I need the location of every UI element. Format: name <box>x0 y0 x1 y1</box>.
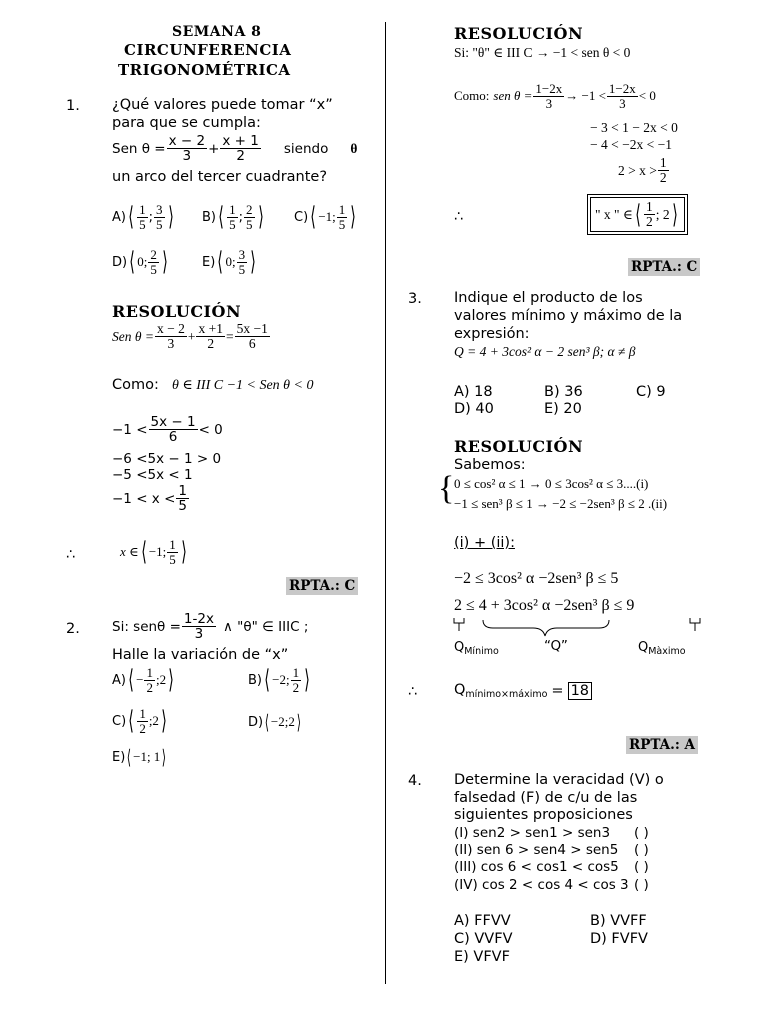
numerator: x − 2 <box>156 321 185 336</box>
right-angle-bracket: ⟩ <box>671 199 678 230</box>
left-angle-bracket: ⟨ <box>128 202 134 233</box>
option-letter: E) <box>112 749 126 765</box>
left-angle-bracket: ⟨ <box>264 710 270 734</box>
step-1 <box>112 415 223 444</box>
inequality-i: 0 ≤ cos² α ≤ 1 → 0 ≤ 3cos² α ≤ 3....(i) <box>454 476 649 491</box>
q-letter: Q <box>638 640 649 655</box>
question-3-line-1: Indique el producto de los <box>454 290 643 306</box>
option-b[interactable]: B) 36 <box>544 384 583 400</box>
option-c[interactable] <box>112 707 169 735</box>
option-a[interactable]: A) 18 <box>454 384 493 400</box>
option-value: −2; <box>272 672 290 688</box>
question-4-line-2: falsedad (F) de c/u de las <box>454 790 638 806</box>
option-value: 0; <box>137 254 148 270</box>
question-2-number: 2. <box>66 621 80 637</box>
denominator: 2 <box>207 336 215 352</box>
option-b[interactable]: B) VVFF <box>590 913 647 929</box>
fraction <box>237 248 248 276</box>
left-angle-bracket: ⟨ <box>635 199 641 230</box>
equals-sign: = <box>225 328 234 344</box>
proposition-2: (II) sen 6 > sen4 > sen5 <box>454 842 619 858</box>
option-a[interactable] <box>112 666 176 694</box>
denominator: 6 <box>248 336 256 352</box>
fraction <box>235 322 270 351</box>
numerator: 1 <box>292 665 300 680</box>
question-1-line-4: un arco del tercer cuadrante? <box>112 169 328 185</box>
question-3-line-3: expresión: <box>454 326 530 342</box>
question-1-line-2: para que se cumpla: <box>112 115 261 131</box>
right-angle-bracket: ⟩ <box>181 537 187 568</box>
step-text: < 0 <box>638 88 656 104</box>
fraction <box>137 707 148 735</box>
option-letter: D) <box>112 254 128 270</box>
fraction <box>167 538 178 566</box>
brace-icon: { <box>438 470 455 507</box>
denominator: 2 <box>146 679 153 695</box>
step-3 <box>618 156 670 185</box>
proposition-3: (III) cos 6 < cos1 < cos5 <box>454 859 619 875</box>
question-3-expression: Q = 4 + 3cos² α − 2 sen³ β; α ≠ β <box>454 344 636 359</box>
denominator: 3 <box>619 95 626 111</box>
option-c[interactable]: C) 9 <box>636 384 666 400</box>
fraction <box>644 200 655 229</box>
option-c[interactable]: C) VVFV <box>454 931 513 947</box>
conclusion-text: −1; <box>148 544 167 560</box>
fraction <box>167 134 207 163</box>
fraction <box>220 134 260 163</box>
range-result: −2 ≤ 3cos² α −2sen³ β ≤ 5 <box>454 570 619 587</box>
option-value: −1; 1 <box>133 749 161 764</box>
numerator: 1−2x <box>535 81 563 96</box>
denominator: 5 <box>338 216 346 232</box>
step-2: − 4 < −2x < −1 <box>590 137 672 152</box>
resolution-1-equation: Sen θ = $\frac{x - 2}{3}$ + $\frac{x +1}{2}$ = $\frac{5x -1}{6}$ <box>112 321 268 352</box>
question-1-line-1: ¿Qué valores puede tomar “x” <box>112 97 333 113</box>
question-4-line-3: siguientes proposiciones <box>454 807 633 823</box>
option-value: ;2 <box>148 713 159 729</box>
fraction <box>148 248 159 276</box>
left-angle-bracket: ⟨ <box>310 202 317 233</box>
answer-badge-2: RPTA.: C <box>628 258 700 276</box>
q-letter: Q <box>454 682 466 698</box>
numerator: 1 <box>659 155 667 170</box>
step-4 <box>112 484 190 513</box>
therefore-symbol: ∴ <box>66 547 76 563</box>
q-expression: 4 + 3cos² α −2sen³ β <box>478 597 610 614</box>
option-value: ;2 <box>155 672 167 688</box>
numerator: x − 2 <box>168 133 206 149</box>
left-angle-bracket: ⟨ <box>218 202 224 233</box>
left-angle-bracket: ⟨ <box>128 706 135 737</box>
step-text: −1 < x < <box>112 490 176 507</box>
resolution-3-heading: RESOLUCIÓN <box>454 437 584 456</box>
question-1-equation <box>112 134 357 163</box>
option-d[interactable]: D) FVFV <box>590 931 648 947</box>
numerator: 1 <box>229 202 236 217</box>
option-a[interactable]: A) FFVV <box>454 913 511 929</box>
denominator: 2 <box>659 170 667 186</box>
left-angle-bracket: ⟨ <box>264 665 270 696</box>
step-text: 2 > x > <box>618 162 657 178</box>
numerator: x +1 <box>198 321 223 336</box>
right-angle-bracket: ⟩ <box>296 710 301 734</box>
q-minimo-label <box>454 640 499 657</box>
option-letter: A) <box>112 209 126 225</box>
arrow-text: → −1 < <box>565 88 606 104</box>
inequality-ii: −1 ≤ sen³ β ≤ 1 → −2 ≤ −2sen³ β ≤ 2 .(ii) <box>454 496 668 511</box>
question-4-line-1: Determine la veracidad (V) o <box>454 772 664 788</box>
numerator: 5x −1 <box>236 321 268 336</box>
question-text: ∧ "θ" ∈ IIIC ; <box>222 618 309 635</box>
question-3-number: 3. <box>408 291 422 307</box>
denominator: 5 <box>150 261 157 277</box>
sum-label: (i) + (ii): <box>454 535 515 551</box>
max-value: ≤ 9 <box>613 597 635 614</box>
subscript: Mínimo <box>464 646 499 657</box>
denominator: 3 <box>194 626 204 643</box>
fraction <box>155 322 187 351</box>
option-b[interactable]: B) ⟨ $\frac{1}{5}$ ; $\frac{2}{5}$ ⟩ <box>202 202 264 233</box>
underbraces <box>450 616 710 642</box>
denominator: 5 <box>246 216 253 232</box>
option-value: − <box>136 672 144 688</box>
q-letter: Q <box>454 640 465 655</box>
numerator: 2 <box>150 247 157 262</box>
right-angle-bracket: ⟩ <box>161 706 167 737</box>
resolution-2-equation <box>454 82 656 110</box>
right-angle-bracket: ⟩ <box>250 247 256 278</box>
right-angle-bracket: ⟩ <box>257 202 264 233</box>
siendo-text: siendo <box>283 140 329 157</box>
conclusion-1 <box>120 538 189 566</box>
right-angle-bracket: ⟩ <box>304 665 310 696</box>
option-letter: B) <box>202 209 216 225</box>
equals-sign: = <box>551 683 564 699</box>
left-angle-bracket: ⟨ <box>129 247 135 278</box>
question-4-number: 4. <box>408 773 422 789</box>
option-e[interactable]: E) VFVF <box>454 949 510 965</box>
fraction <box>176 484 189 513</box>
left-angle-bracket: ⟨ <box>128 665 134 696</box>
sen-label: sen θ = <box>493 88 533 104</box>
conclusion-text: x ∈ <box>120 544 139 560</box>
denominator: 6 <box>168 429 178 446</box>
option-value: 0; <box>225 254 236 270</box>
numerator: 1 <box>139 202 146 217</box>
option-value: −2;2 <box>270 714 295 729</box>
plus-sign: + <box>208 140 220 157</box>
q-label: “Q” <box>544 638 568 654</box>
conclusion-text: ; 2 <box>655 206 670 222</box>
left-angle-bracket: ⟨ <box>140 537 147 568</box>
fraction <box>607 82 638 110</box>
left-angle-bracket: ⟨ <box>127 745 132 769</box>
numerator: 1 <box>146 665 153 680</box>
option-d[interactable] <box>112 248 170 276</box>
product-result <box>454 682 592 700</box>
option-letter: E) <box>202 254 216 270</box>
fraction <box>658 156 669 185</box>
resolution-2-heading: RESOLUCIÓN <box>454 24 584 43</box>
numerator: 1 <box>139 706 146 721</box>
option-a[interactable]: A) ⟨ $\frac{1}{5}$ ; $\frac{3}{5}$ ⟩ <box>112 202 174 233</box>
step-text: −1 < <box>112 421 148 438</box>
denominator: 5 <box>229 216 236 232</box>
numerator: 1 <box>338 202 346 217</box>
denominator: 5 <box>178 498 187 515</box>
fraction <box>149 415 198 444</box>
denominator: 3 <box>182 148 192 165</box>
como-label: Como: <box>112 377 159 393</box>
numerator: 1-2x <box>183 611 214 627</box>
option-e[interactable] <box>202 248 258 276</box>
fraction <box>144 666 155 694</box>
title-line-1: CIRCUNFERENCIA <box>124 41 292 59</box>
resolution-1-heading: RESOLUCIÓN <box>112 302 242 321</box>
numerator: 1 <box>178 483 187 499</box>
option-b[interactable] <box>248 666 312 694</box>
fraction <box>196 322 225 351</box>
question-1-number: 1. <box>66 98 80 114</box>
numerator: 2 <box>246 202 253 217</box>
denominator: 5 <box>238 261 246 277</box>
fraction <box>533 82 564 110</box>
proposition-2-blank[interactable]: ( ) <box>634 842 649 858</box>
denominator: 3 <box>545 95 553 111</box>
question-3-line-2: valores mínimo y máximo de la <box>454 308 683 324</box>
min-value: 2 ≤ <box>454 597 475 614</box>
proposition-1-blank[interactable]: ( ) <box>634 825 649 841</box>
proposition-4: (IV) cos 2 < cos 4 < cos 3 <box>454 877 629 893</box>
proposition-3-blank[interactable]: ( ) <box>634 859 649 875</box>
denominator: 3 <box>167 336 175 352</box>
right-angle-bracket: ⟩ <box>167 202 174 233</box>
numerator: x + 1 <box>222 133 259 149</box>
fraction <box>337 203 348 231</box>
fraction <box>244 203 255 231</box>
sabemos-label: Sabemos: <box>454 457 526 473</box>
sen-label: Sen θ = <box>112 328 154 344</box>
proposition-4-blank[interactable]: ( ) <box>634 877 649 893</box>
question-2-line-2: Halle la variación de “x” <box>112 647 289 663</box>
step-3: −5 <5x < 1 <box>112 467 193 483</box>
fraction <box>227 203 238 231</box>
numerator: 5x − 1 <box>150 414 196 430</box>
option-d[interactable]: D) 40 <box>454 401 494 417</box>
option-letter: A) <box>112 672 126 688</box>
fraction <box>137 203 148 231</box>
denominator: 2 <box>139 720 146 736</box>
title-line-2: TRIGONOMÉTRICA <box>118 61 291 79</box>
denominator: 5 <box>139 216 146 232</box>
therefore-symbol: ∴ <box>454 209 464 225</box>
numerator: 3 <box>156 202 163 217</box>
fraction <box>154 203 165 231</box>
option-value: −1; <box>318 209 336 225</box>
option-c[interactable] <box>294 203 358 231</box>
step-text: < 0 <box>198 421 223 438</box>
right-angle-bracket: ⟩ <box>162 745 167 769</box>
denominator: 5 <box>156 216 163 232</box>
option-e[interactable] <box>112 747 168 767</box>
numerator: 1−2x <box>608 81 636 96</box>
right-angle-bracket: ⟩ <box>168 665 174 696</box>
resolution-2-given: Si: "θ" ∈ III C → −1 < sen θ < 0 <box>454 45 631 60</box>
therefore-symbol: ∴ <box>408 684 418 700</box>
denominator: 2 <box>236 148 245 165</box>
week-label: SEMANA 8 <box>172 24 262 40</box>
theta-symbol: θ <box>350 140 358 156</box>
numerator: 1 <box>646 199 653 214</box>
option-d[interactable] <box>248 712 303 732</box>
question-text: Si: senθ = <box>112 618 181 635</box>
step-2: −6 <5x − 1 > 0 <box>112 451 222 467</box>
denominator: 2 <box>646 214 653 230</box>
option-letter: C) <box>294 209 309 225</box>
answer-badge-3: RPTA.: A <box>626 736 698 754</box>
conclusion-text: " x " ∈ <box>595 206 633 222</box>
fraction <box>291 666 302 694</box>
subscript: mínimo×máximo <box>465 689 548 700</box>
denominator: 2 <box>292 679 300 695</box>
option-letter: D) <box>248 714 264 730</box>
denominator: 5 <box>169 551 176 567</box>
range-labeled <box>454 597 634 615</box>
como-condition: θ ∈ III C −1 < Sen θ < 0 <box>172 378 314 393</box>
subscript: Màximo <box>648 646 686 657</box>
fraction <box>182 612 216 641</box>
proposition-1: (I) sen2 > sen1 > sen3 <box>454 825 611 841</box>
option-letter: B) <box>248 672 262 688</box>
numerator: 3 <box>238 247 246 262</box>
option-e[interactable]: E) 20 <box>544 401 582 417</box>
numerator: 1 <box>169 537 176 552</box>
sen-label: Sen θ = <box>112 140 166 157</box>
answer-badge-1: RPTA.: C <box>286 577 358 595</box>
question-2-equation <box>112 612 308 641</box>
column-divider <box>385 22 386 984</box>
q-maximo-label <box>638 640 686 657</box>
right-angle-bracket: ⟩ <box>350 202 357 233</box>
como-label: Como: <box>454 88 490 104</box>
boxed-answer: 18 <box>568 682 592 700</box>
left-angle-bracket: ⟨ <box>217 247 224 278</box>
option-letter: C) <box>112 713 127 729</box>
boxed-conclusion <box>590 197 685 232</box>
right-angle-bracket: ⟩ <box>162 247 168 278</box>
step-1: − 3 < 1 − 2x < 0 <box>590 120 678 135</box>
